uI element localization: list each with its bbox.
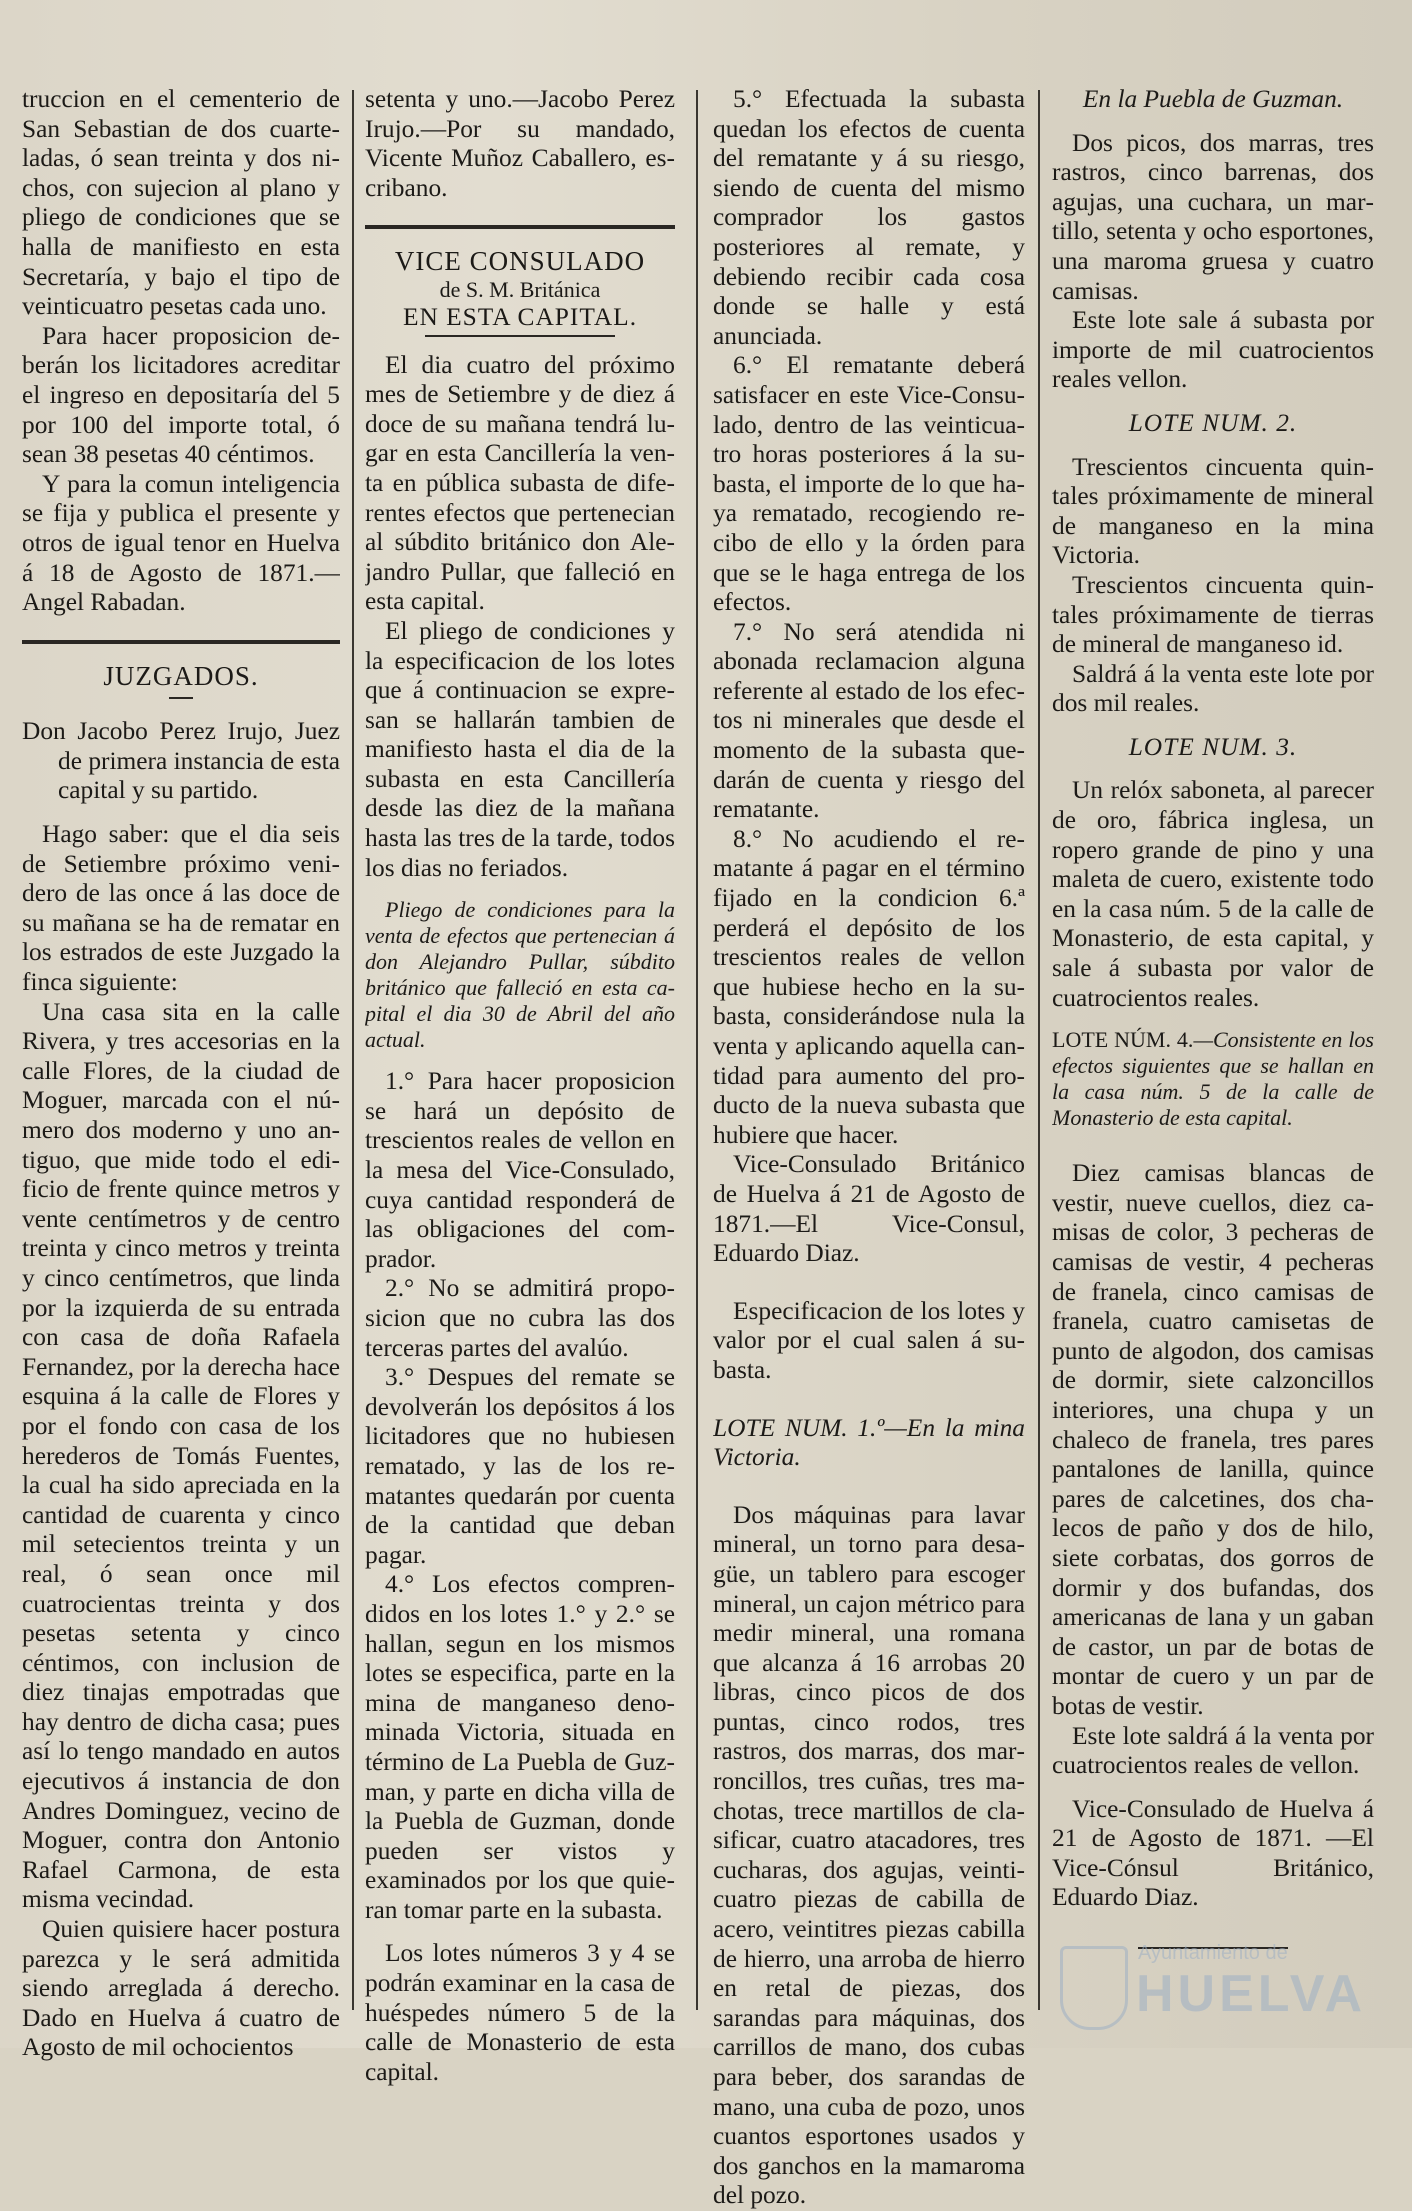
section-heading-juzgados: JUZGADOS. [103,660,259,691]
condition-7-text: 7.° No será atendida ni abonada reclamacion alguna referente al estado de los efectos ni minerales que desde el momento de la subasta quedarán de cuenta y riesgo del rematante. [713,617,1025,824]
condition-2-text: 2.° No se admitirá proposicion que no cubra las dos terceras partes del avalúo. [365,1274,675,1362]
subheading-rule [425,335,615,337]
consulate-conditions-text: El pliego de condiciones y la especificacion de los lotes que á continuacion se expresan se hallarán tambien de manifiesto hasta el dia de la subasta en esta Cancillería desde las diez de la mañana hasta las tres de la tarde, todos los dias no feriados. [365,616,675,882]
condition-8-text: 8.° No acudiendo el rematante á pagar en el término fijado en la condicion 6.ª perderá el depósito de los trescientos reales de vellon que hubiese hecho en la subasta, considerándose nula la venta y aplicando aquella cantidad para aumento del producto de la nueva subasta que hubiere que hacer. [713,824,1025,1149]
column-rule [352,90,354,2010]
condition-6-text: 6.° El rematante deberá satisfacer en este Vice-Consulado, dentro de las veinticuatro horas posteriores á la subasta, el importe de lo que haya rematado, recogiendo recibo de ello y la órden para que se le haga entrega de los efectos. [713,351,1025,617]
column-2 [365,85,675,2087]
lot-1-items-text: Dos máquinas para lavar mineral, un torno para desagüe, un tablero para escoger mineral, un cajon métrico para medir mineral, una romana que alcanza á 16 arrobas 20 libras, cinco picos de dos puntas, cinco rodos, tres rastros, dos marras, dos marroncillos, tres cuñas, tres machotas, trece martillos de clasificar, cuatro atacadores, tres cucharas, dos agujas, veinticuatro piezas de cabilla de acero, veintitres piezas cabilla de hierro, una arroba de hierro en retal de piezas, dos sarandas para máquinas, dos carrillos de mano, dos cubas para beber, dos sarandas de mano, una cuba de pozo, unos cuantos esportones usados y dos ganchos en la mamaroma del pozo. [713,1500,1025,2210]
archive-watermark [1060,1940,1400,2030]
condition-3-text: 3.° Despues del remate se devolverán los depósitos á los licitadores que no hubiesen rematado, y las de los rematantes quedarán por cuenta de la cantidad que deban pagar. [365,1363,675,1569]
watermark-main-text: HUELVA [1136,1965,1367,2023]
lot-4-label: LOTE NÚM. 4. [1052,1027,1194,1053]
lot-2-mineral-text: Trescientos cincuenta quintales próximamente de mineral de manganeso en la mina Victoria. [1052,452,1374,570]
consulate-auction-text: El dia cuatro del próximo mes de Setiembre y de diez á doce de su mañana tendrá lugar en esta Cancillería la venta en pública subasta de diferentes efectos que pertenecian al súbdito británico don Alejandro Pullar, que falleció en esta capital. [365,350,675,616]
lot-1-guzman-items-text: Dos picos, dos marras, tres rastros, cinco barrenas, dos agujas, una cuchara, un martillo, setenta y ocho esportones, una maroma gruesa y cuatro camisas. [1052,128,1374,305]
lot-2-heading: LOTE NUM. 2. [1128,408,1298,437]
property-description-text: Una casa sita en la calle Rivera, y tres accesorias en la calle Flores, de la ciudad de Moguer, marcada con el número dos moderno y uno antiguo, que mide todo el edificio de frente quince metros y vente centímetros y de centro treinta y cinco metros y treinta y cinco centímetros, que linda por la izquierda de su entrada con casa de doña Rafaela Fernandez, por la derecha hace esquina á la calle de Flores y por el fondo con casa de los herederos de Tomás Fuentes, la cual ha sido apreciada en la cantidad de cuarenta y cinco mil setecientos treinta y un real, ó sean once mil cuatrocientas treinta y dos pesetas setenta y cinco céntimos, con inclusion de diez tinajas empotradas que hay dentro de dicha casa; pues así lo tengo mandado en autos ejecutivos á instancia de don Andres Dominguez, vecino de Moguer, contra don Antonio Rafael Carmona, de esta misma vecindad. [22,997,340,1914]
location-heading: En la Puebla de Guzman. [1082,85,1344,113]
crest-icon [1060,1946,1128,2030]
section-subheading: de S. M. Británica [439,276,601,302]
consulate-signature-text: Vice-Consulado Británico de Huelva á 21 de Agosto de 1871.—El Vice-Consul, Eduardo Diaz. [713,1150,1025,1268]
section-heading-vice-consulado: VICE CONSULADO [394,246,646,277]
vice-consul-signature-text: Vice-Consulado de Huelva á 21 de Agosto de 1871. —El Vice-Cónsul Británico, Eduardo Diaz. [1052,1794,1374,1912]
cemetery-signature-text: Y para la comun inteligencia se fija y publica el presente y otros de igual tenor en Huelva á 18 de Agosto de 1871.—Angel Rabadan. [22,469,340,617]
lots-specification-text: Especificacion de los lotes y valor por el cual salen á subasta. [713,1296,1025,1384]
lot-4-items-text: Diez camisas blancas de vestir, nueve cuellos, diez camisas de color, 3 pecheras de camisas de vestir, 4 pecheras de franela, cinco camisas de franela, cuatro camisetas de punto de algodon, dos camisas de dormir, siete calzoncillos interiores, una chupa y un chaleco de franela, tres pares pantalones de lanilla, quince pares de calcetines, dos chalecos de paño y dos de hilo, siete corbatas, dos gorros de dormir y dos bufandas, dos americanas de lana y un gaban de castor, un par de botas de montar de cuero y un par de botas de vestir. [1052,1159,1374,1720]
judge-intro-text: Don Jacobo Perez Irujo, Juez de primera instancia de esta capital y su partido. [22,717,340,805]
column-3 [713,85,1025,2211]
conditions-title-text: Pliego de condiciones para la venta de efectos que pertenecian á don Alejandro Pullar, súbdito británico que falleció en esta capital el dia 30 de Abril del año actual. [365,897,675,1053]
cemetery-notice-text: truccion en el cementerio de San Sebastian de dos cuarteladas, ó sean treinta y dos nichos, con sujecion al plano y pliego de condiciones que se halla de manifiesto en esta Secretaría, y bajo el tipo de veinticuatro pesetas cada uno. [22,85,340,321]
lot-1-heading: LOTE NUM. 1.º—En la mina Victoria. [713,1413,1025,1472]
lot-3-heading: LOTE NUM. 3. [1128,732,1298,761]
section-subheading-2: EN ESTA CAPITAL. [402,302,638,331]
bid-instructions-text: Quien quisiere hacer postura parezca y le será admitida siendo arreglada á derecho. Dado en Huelva á cuatro de Agosto de mil ochocientos [22,1915,340,2062]
condition-1-text: 1.° Para hacer proposicion se hará un depósito de trescientos reales de vellon en la mesa del Vice-Consulado, cuya cantidad responderá de las obligaciones del comprador. [365,1067,675,1273]
condition-5-text: 5.° Efectuada la subasta quedan los efectos de cuenta del rematante y á su riesgo, siendo de cuenta del mismo comprador los gastos posteriores al remate, y debiendo recibir cada cosa donde se halle y está anunciada. [713,85,1025,350]
column-1 [22,85,340,2063]
lots-examination-text: Los lotes números 3 y 4 se podrán examinar en la casa de huéspedes número 5 de la calle de Monasterio de esta capital. [365,1939,675,2086]
section-divider [22,640,340,644]
column-rule [1038,90,1040,2010]
column-rule [696,90,698,2010]
lot-4-description: —Consistente en los efectos siguientes que se hallan en la casa núm. 5 de la calle de Monasterio de esta capital. [1052,1027,1374,1131]
heading-dash [169,697,193,699]
lot-1-price-text: Este lote sale á subasta por importe de mil cuatrocientos reales vellon. [1052,306,1374,394]
lot-4-price-text: Este lote saldrá á la venta por cuatrocientos reales de vellon. [1052,1721,1374,1780]
watermark-top-text: Ayuntamiento de [1138,1942,1288,1964]
condition-4-text: 4.° Los efectos comprendidos en los lotes 1.° y 2.° se hallan, segun en los mismos lotes se especifica, parte en la mina de manganeso denominada Victoria, situada en término de La Puebla de Guzman, y parte en dicha villa de la Puebla de Guzman, donde pueden ser vistos y examinados por los que quieran tomar parte en la subasta. [365,1570,675,1924]
column-4 [1052,85,1374,1949]
auction-notice-text: Hago saber: que el dia seis de Setiembre próximo venidero de las once á las doce de su mañana se ha de rematar en los estrados de este Juzgado la finca siguiente: [22,820,340,997]
lot-3-items-text: Un relóx saboneta, al parecer de oro, fábrica inglesa, un ropero grande de pino y una maleta de cuero, existente todo en la casa núm. 5 de la calle de Monasterio, de esta capital, y sale á subasta por valor de cuatrocientos reales. [1052,776,1374,1012]
juzgado-signature-text: setenta y uno.—Jacobo Perez Irujo.—Por su mandado, Vicente Muñoz Caballero, escribano. [365,85,675,202]
cemetery-deposit-text: Para hacer proposicion deberán los licitadores acreditar el ingreso en depositaría del 5 por 100 del importe total, ó sean 38 pesetas 40 céntimos. [22,321,340,469]
lot-4-heading [1052,1027,1374,1131]
lot-2-earth-text: Trescientos cincuenta quintales próximamente de tierras de mineral de manganeso id. [1052,570,1374,659]
lot-2-price-text: Saldrá á la venta este lote por dos mil reales. [1052,659,1374,718]
section-divider [365,225,675,229]
